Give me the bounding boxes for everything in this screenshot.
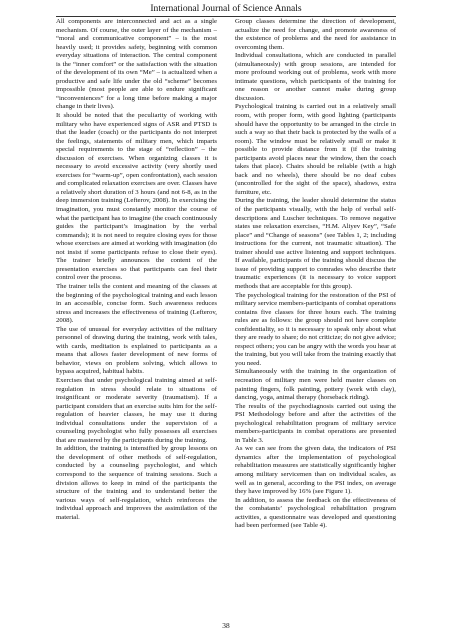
paragraph: The trainer tells the content and meaning of the classes at the beginning of the psychological training and each lesson in an accessible, concise form. Such awareness reduces stress and increases the effectiveness of training (Lefterov, 2008). <box>56 282 217 325</box>
page-number: 38 <box>222 621 230 630</box>
left-column <box>56 18 217 616</box>
paragraph: The results of the psychodiagnosis carried out using the PSI Methodology before and after the activities of the psychological rehabilitation program of military service members-participants in combat operations are presented in Table 3. <box>235 402 396 444</box>
paragraph: The use of unusual for everyday activities of the military personnel of drawing during the training, work with tales, with cards, meditation is explained to participants as a means that allows faster development of new forms of behavior, views on problem solving, which allows to bypass acquired, habitual habits. <box>56 325 217 376</box>
paragraph: As we can see from the given data, the indicators of PSI dynamics after the implementation of psychological rehabilitation measures are statistically significantly higher among military servicemen than on individual scales, as well as in general, according to the PSI index, on average they have improved by 16% (see Figure 1). <box>235 445 396 496</box>
paragraph: All components are interconnected and act as a single mechanism. Of course, the outer layer of the mechanism – “moral and communicative component” – is the most heavily used; it provides safety, beginning with common everyday situations of interaction. The central component is the “inner comfort” or the satisfaction with the situation of the development of its own “Me” – is actualized when a productive and safe life under the old “scheme” becomes impossible (most people are able to endure significant “inconveniences” for a long time before making a major change in their lives). <box>56 18 217 111</box>
paragraph: Psychological training is carried out in a relatively small room, with proper form, with good lighting (participants should have the opportunity to be arranged in the circle in such a way so that their back is protected by the walls of a room). The window must be relatively small or make it possible to provide distance from it (if the training participants avoid places near the window, then the coach takes that place). Chairs should be reliable (with a high back and no wheels), there should be no deaf cubes (uncontrolled for the sight of the space), shadows, extra furniture, etc. <box>235 103 396 196</box>
paragraph: Individual consultations, which are conducted in parallel (simultaneously) with group sessions, are intended for more profound working out of problems, work with more intimate questions, which participants of the training for one reason or another cannot make during group discussion. <box>235 52 396 102</box>
paragraph: In addition, to assess the feedback on the effectiveness of the combatants’ psychological rehabilitation program activities, a questionnaire was developed and questioning had been performed (see Table 4). <box>235 496 396 530</box>
paragraph: Simultaneously with the training in the organization of recreation of military men were held master classes on painting fingers, folk painting, pottery (work with clay), dancing, yoga, animal therapy (horseback riding). <box>235 368 396 402</box>
right-column <box>235 18 396 616</box>
paragraph: During the training, the leader should determine the status of the participants visually, with the help of verbal self-descriptions and Luscher techniques. To remove negative states use relaxation exercises, “H.M. Aliyev Key”, “Safe place” and “Change of seasons” (see Tables 1, 2; including instructions for the current, not traumatic situation). The trainer should use active listening and support techniques. If available, participants of the training should discuss the issue of providing support to comrades who describe their traumatic experiences (it is necessary to voice support methods that are acceptable for this group). <box>235 197 396 290</box>
paragraph: Exercises that under psychological training aimed at self-regulation in stress should relate to situations of insignificant or moderate severity (traumatism). If a participant considers that an exercise suits him for the self-regulation of heavier classes, he may use it during individual consultations under the supervision of a counseling psychologist who fully possesses all exercises that are mastered by the participants during the training. <box>56 376 217 444</box>
paragraph: In addition, the training is intensified by group lessons on the development of other methods of self-regulation, conducted by a counseling psychologist, and which correspond to the sequence of training sessions. Such a division allows to keep in mind of the participants the structure of the training and to understand better the various ways of self-regulation, which reinforces the individual approach and improves the assimilation of the material. <box>56 445 217 521</box>
header-rule <box>56 16 396 17</box>
journal-header: International Journal of Science Annals <box>150 3 302 14</box>
paragraph: It should be noted that the peculiarity of working with military who have experienced signs of ASR and PTSD is that the leader (coach) or the participants do not interpret the feelings, statements of military men, which imparts special requirements to the stage of “reflection” – the discussion of exercises. When organizing classes it is necessary to avoid excessive activity (very shortly used exercises for “warm-up”, open confrontation), each session and complicated relaxation exercises are over. Classes have a relatively short duration of 3 hours (and not 6-8, as in the deep immersion training (Lefterov, 2008). In exercising the imagination, you must constantly monitor the course of what the participant has to imagine (the coach continuously guides the participant’s imagination by the verbal commands); it is not need to require closing eyes for those whose exercises are aimed at working with imagination (do not insist if some participants refuse to close their eyes). The trainer briefly announces the content of the presentation exercises so that participants can feel their control over the process. <box>56 112 217 282</box>
paragraph: Group classes determine the direction of development, actualize the need for change, and promote awareness of the existence of problems and the need for assistance in overcoming them. <box>235 18 396 51</box>
paragraph: The psychological training for the restoration of the PSI of military service members-participants of combat operations contains five classes for three hours each. The training rules are as follows: the group should not have complete confidentiality, so it is necessary to speak only about what they are ready to share; do not criticize; do not give advice; respect others; you can be angry with the words you hear at the training, but you will take from the training exactly that you need. <box>235 291 396 367</box>
